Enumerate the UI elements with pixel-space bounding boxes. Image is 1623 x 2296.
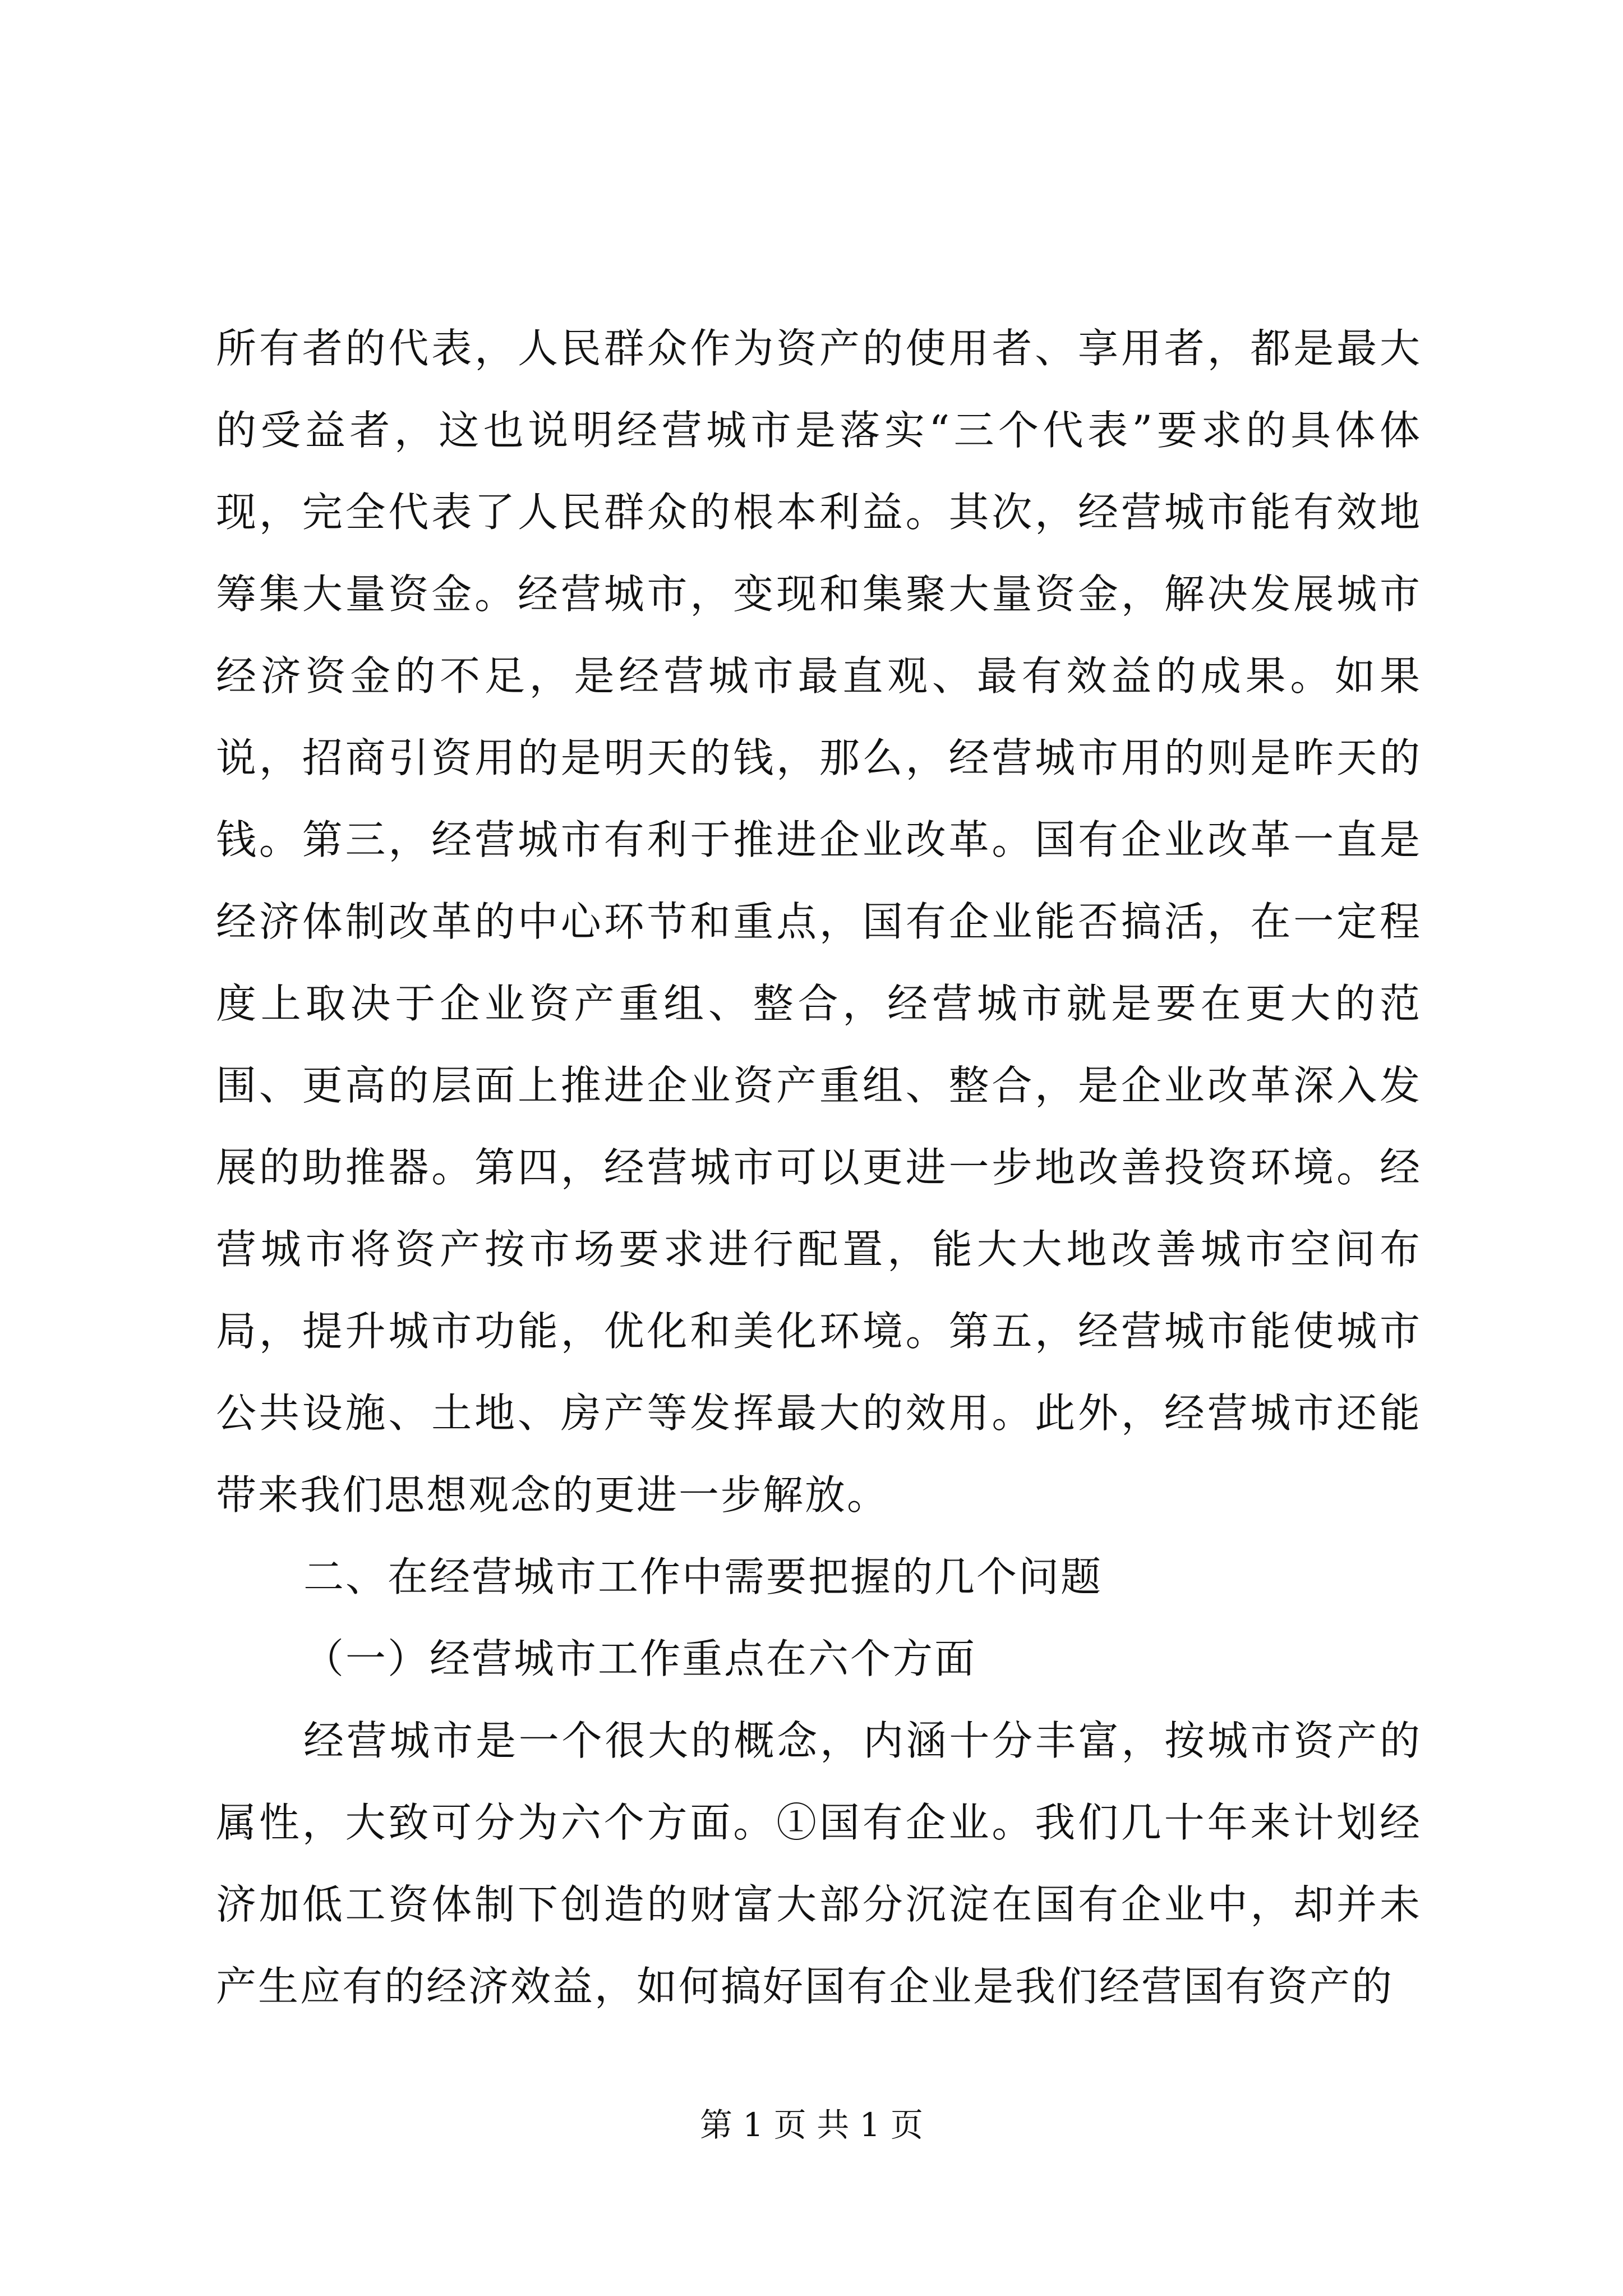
subsection-heading: （一）经营城市工作重点在六个方面: [303, 1635, 977, 1682]
paragraph-body: 经营城市是一个很大的概念，内涵十分丰富，按城市资产的属性，大致可分为六个方面。①国有企业。我们几十年来计划经济加低工资体制下创造的财富大部分沉淀在国有企业中，却并未产生应有的经济效益，如何搞好国有企业是我们经营国有资产的: [216, 1717, 1422, 2010]
paragraph-continuation: 所有者的代表，人民群众作为资产的使用者、享用者，都是最大的受益者，这也说明经营城市是落实“三个代表”要求的具体体现，完全代表了人民群众的根本利益。其次，经营城市能有效地筹集大量资金。经营城市，变现和集聚大量资金，解决发展城市经济资金的不足，是经营城市最直观、最有效益的成果。如果说，招商引资用的是明天的钱，那么，经营城市用的则是昨天的钱。第三，经营城市有利于推进企业改革。国有企业改革一直是经济体制改革的中心环节和重点，国有企业能否搞活，在一定程度上取决于企业资产重组、整合，经营城市就是要在更大的范围、更高的层面上推进企业资产重组、整合，是企业改革深入发展的助推器。第四，经营城市可以更进一步地改善投资环境。经营城市将资产按市场要求进行配置，能大大地改善城市空间布局，提升城市功能，优化和美化环境。第五，经营城市能使城市公共设施、土地、房产等发挥最大的效用。此外，经营城市还能带来我们思想观念的更进一步解放。: [216, 325, 1422, 1519]
page-footer: [0, 2102, 1623, 2147]
page-number-label: 第 1 页 共 1 页: [700, 2106, 923, 2144]
document-body: [216, 307, 1422, 2027]
section-heading: 二、在经营城市工作中需要把握的几个问题: [303, 1553, 1103, 1600]
